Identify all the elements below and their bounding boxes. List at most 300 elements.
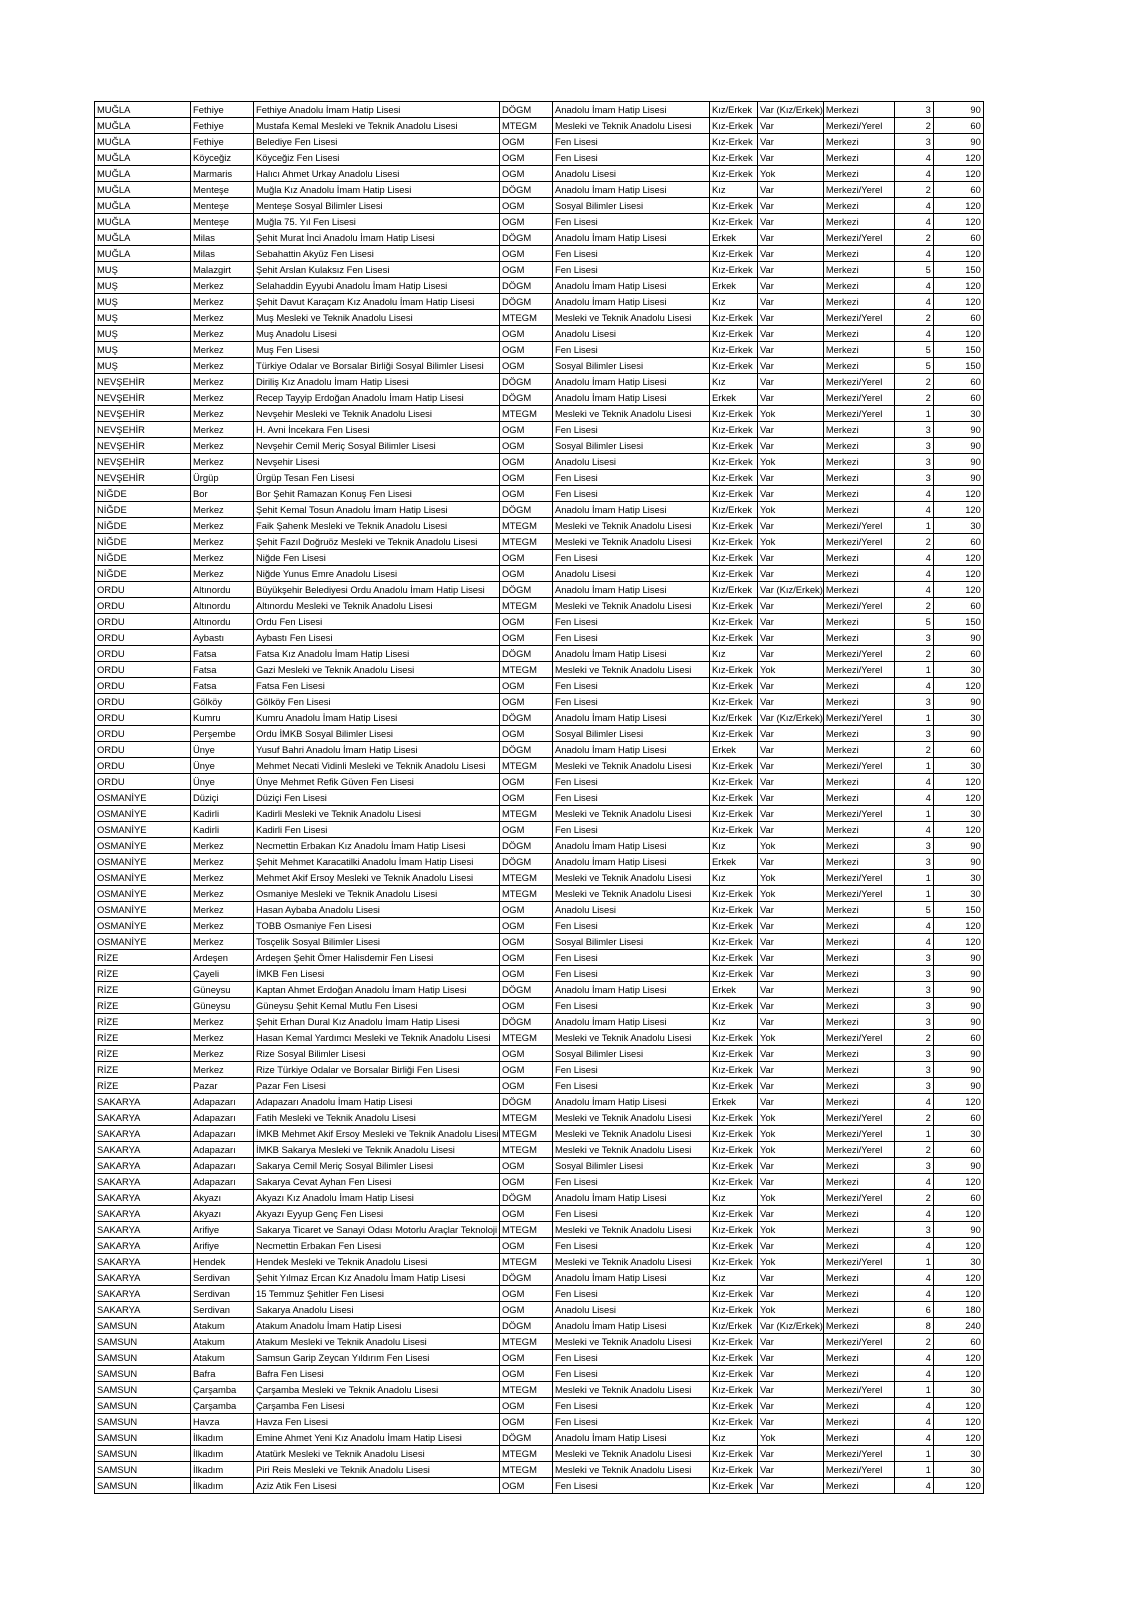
district-cell: Ürgüp	[191, 470, 254, 486]
gender-cell: Kız-Erkek	[710, 1398, 758, 1414]
directorate-cell: MTEGM	[500, 1382, 553, 1398]
district-cell: Marmaris	[191, 166, 254, 182]
quota-cell: 120	[933, 566, 983, 582]
school-name-cell: Samsun Garip Zeycan Yıldırım Fen Lisesi	[254, 1350, 500, 1366]
table-row	[95, 870, 984, 886]
dormitory-cell: Var	[758, 1478, 824, 1494]
table-row	[95, 134, 984, 150]
province-cell: MUĞLA	[95, 102, 191, 118]
gender-cell: Kız-Erkek	[710, 1446, 758, 1462]
school-type-cell: Fen Lisesi	[553, 1366, 710, 1382]
dormitory-cell: Var	[758, 182, 824, 198]
gender-cell: Kız-Erkek	[710, 198, 758, 214]
province-cell: MUŞ	[95, 278, 191, 294]
school-name-cell: Hasan Aybaba Anadolu Lisesi	[254, 902, 500, 918]
gender-cell: Kız-Erkek	[710, 422, 758, 438]
placement-type-cell: Merkezi	[823, 1414, 894, 1430]
school-name-cell: Emine Ahmet Yeni Kız Anadolu İmam Hatip Lisesi	[254, 1430, 500, 1446]
quota-cell: 90	[933, 726, 983, 742]
province-cell: OSMANİYE	[95, 822, 191, 838]
class-count-cell: 3	[894, 1046, 933, 1062]
school-type-cell: Mesleki ve Teknik Anadolu Lisesi	[553, 1254, 710, 1270]
placement-type-cell: Merkezi/Yerel	[823, 806, 894, 822]
dormitory-cell: Var	[758, 934, 824, 950]
placement-type-cell: Merkezi	[823, 742, 894, 758]
school-type-cell: Anadolu İmam Hatip Lisesi	[553, 390, 710, 406]
placement-type-cell: Merkezi	[823, 422, 894, 438]
district-cell: Ardeşen	[191, 950, 254, 966]
table-row	[95, 502, 984, 518]
quota-cell: 90	[933, 454, 983, 470]
table-row	[95, 1238, 984, 1254]
directorate-cell: OGM	[500, 326, 553, 342]
table-row	[95, 726, 984, 742]
gender-cell: Kız	[710, 1014, 758, 1030]
class-count-cell: 2	[894, 118, 933, 134]
quota-cell: 120	[933, 326, 983, 342]
placement-type-cell: Merkezi/Yerel	[823, 518, 894, 534]
placement-type-cell: Merkezi/Yerel	[823, 374, 894, 390]
school-name-cell: Ürgüp Tesan Fen Lisesi	[254, 470, 500, 486]
placement-type-cell: Merkezi	[823, 1430, 894, 1446]
district-cell: Çayeli	[191, 966, 254, 982]
gender-cell: Kız-Erkek	[710, 1254, 758, 1270]
school-type-cell: Fen Lisesi	[553, 150, 710, 166]
gender-cell: Kız-Erkek	[710, 342, 758, 358]
class-count-cell: 5	[894, 262, 933, 278]
class-count-cell: 3	[894, 998, 933, 1014]
gender-cell: Kız-Erkek	[710, 1126, 758, 1142]
table-row	[95, 534, 984, 550]
directorate-cell: OGM	[500, 454, 553, 470]
gender-cell: Kız/Erkek	[710, 582, 758, 598]
class-count-cell: 2	[894, 646, 933, 662]
quota-cell: 30	[933, 1126, 983, 1142]
school-name-cell: Şehit Mehmet Karacatilki Anadolu İmam Hatip Lisesi	[254, 854, 500, 870]
placement-type-cell: Merkezi	[823, 358, 894, 374]
class-count-cell: 3	[894, 694, 933, 710]
school-name-cell: Altınordu Mesleki ve Teknik Anadolu Lisesi	[254, 598, 500, 614]
table-row	[95, 406, 984, 422]
placement-type-cell: Merkezi/Yerel	[823, 406, 894, 422]
gender-cell: Kız-Erkek	[710, 1238, 758, 1254]
school-name-cell: Fatsa Kız Anadolu İmam Hatip Lisesi	[254, 646, 500, 662]
class-count-cell: 4	[894, 166, 933, 182]
dormitory-cell: Var	[758, 310, 824, 326]
table-row	[95, 326, 984, 342]
province-cell: SAKARYA	[95, 1286, 191, 1302]
province-cell: NEVŞEHİR	[95, 406, 191, 422]
placement-type-cell: Merkezi	[823, 1350, 894, 1366]
school-name-cell: İMKB Fen Lisesi	[254, 966, 500, 982]
district-cell: Merkez	[191, 374, 254, 390]
placement-type-cell: Merkezi	[823, 150, 894, 166]
district-cell: Hendek	[191, 1254, 254, 1270]
table-row	[95, 982, 984, 998]
province-cell: MUĞLA	[95, 134, 191, 150]
school-name-cell: Sakarya Ticaret ve Sanayi Odası Motorlu Araçlar Teknoloji	[254, 1222, 500, 1238]
class-count-cell: 2	[894, 230, 933, 246]
school-name-cell: Tosçelik Sosyal Bilimler Lisesi	[254, 934, 500, 950]
district-cell: Merkez	[191, 1014, 254, 1030]
class-count-cell: 2	[894, 1030, 933, 1046]
district-cell: Merkez	[191, 854, 254, 870]
province-cell: SAKARYA	[95, 1302, 191, 1318]
province-cell: SAKARYA	[95, 1206, 191, 1222]
class-count-cell: 3	[894, 1014, 933, 1030]
school-name-cell: Pazar Fen Lisesi	[254, 1078, 500, 1094]
school-name-cell: Fatsa Fen Lisesi	[254, 678, 500, 694]
school-type-cell: Anadolu İmam Hatip Lisesi	[553, 710, 710, 726]
table-row	[95, 1030, 984, 1046]
directorate-cell: MTEGM	[500, 1110, 553, 1126]
dormitory-cell: Var	[758, 1270, 824, 1286]
directorate-cell: MTEGM	[500, 118, 553, 134]
quota-cell: 90	[933, 134, 983, 150]
school-type-cell: Anadolu İmam Hatip Lisesi	[553, 1430, 710, 1446]
province-cell: NİĞDE	[95, 486, 191, 502]
gender-cell: Kız-Erkek	[710, 1030, 758, 1046]
gender-cell: Kız	[710, 1430, 758, 1446]
province-cell: NİĞDE	[95, 518, 191, 534]
district-cell: Akyazı	[191, 1206, 254, 1222]
table-row	[95, 198, 984, 214]
dormitory-cell: Var	[758, 966, 824, 982]
dormitory-cell: Var	[758, 550, 824, 566]
school-name-cell: Sakarya Cevat Ayhan Fen Lisesi	[254, 1174, 500, 1190]
class-count-cell: 4	[894, 582, 933, 598]
quota-cell: 90	[933, 1222, 983, 1238]
table-row	[95, 774, 984, 790]
district-cell: Merkez	[191, 902, 254, 918]
school-name-cell: Sebahattin Akyüz Fen Lisesi	[254, 246, 500, 262]
placement-type-cell: Merkezi	[823, 918, 894, 934]
placement-type-cell: Merkezi	[823, 566, 894, 582]
school-type-cell: Anadolu İmam Hatip Lisesi	[553, 742, 710, 758]
school-name-cell: TOBB Osmaniye Fen Lisesi	[254, 918, 500, 934]
class-count-cell: 3	[894, 950, 933, 966]
class-count-cell: 3	[894, 470, 933, 486]
school-type-cell: Fen Lisesi	[553, 822, 710, 838]
dormitory-cell: Yok	[758, 1430, 824, 1446]
dormitory-cell: Var	[758, 1366, 824, 1382]
placement-type-cell: Merkezi	[823, 582, 894, 598]
school-name-cell: Halıcı Ahmet Urkay Anadolu Lisesi	[254, 166, 500, 182]
school-name-cell: Aziz Atik Fen Lisesi	[254, 1478, 500, 1494]
quota-cell: 120	[933, 278, 983, 294]
directorate-cell: OGM	[500, 198, 553, 214]
class-count-cell: 4	[894, 1430, 933, 1446]
placement-type-cell: Merkezi	[823, 198, 894, 214]
dormitory-cell: Yok	[758, 662, 824, 678]
directorate-cell: DÖGM	[500, 838, 553, 854]
directorate-cell: DÖGM	[500, 1094, 553, 1110]
directorate-cell: MTEGM	[500, 534, 553, 550]
gender-cell: Kız-Erkek	[710, 998, 758, 1014]
directorate-cell: OGM	[500, 214, 553, 230]
gender-cell: Kız-Erkek	[710, 886, 758, 902]
class-count-cell: 2	[894, 390, 933, 406]
province-cell: MUĞLA	[95, 230, 191, 246]
directorate-cell: OGM	[500, 150, 553, 166]
province-cell: NEVŞEHİR	[95, 470, 191, 486]
class-count-cell: 4	[894, 678, 933, 694]
dormitory-cell: Yok	[758, 870, 824, 886]
dormitory-cell: Var	[758, 678, 824, 694]
table-row	[95, 118, 984, 134]
school-type-cell: Mesleki ve Teknik Anadolu Lisesi	[553, 534, 710, 550]
quota-cell: 90	[933, 1046, 983, 1062]
table-row	[95, 854, 984, 870]
class-count-cell: 3	[894, 838, 933, 854]
dormitory-cell: Var	[758, 598, 824, 614]
school-name-cell: Büyükşehir Belediyesi Ordu Anadolu İmam Hatip Lisesi	[254, 582, 500, 598]
table-row	[95, 902, 984, 918]
district-cell: Akyazı	[191, 1190, 254, 1206]
class-count-cell: 4	[894, 214, 933, 230]
quota-cell: 60	[933, 742, 983, 758]
table-row	[95, 422, 984, 438]
province-cell: ORDU	[95, 694, 191, 710]
directorate-cell: OGM	[500, 422, 553, 438]
district-cell: Arifiye	[191, 1222, 254, 1238]
class-count-cell: 1	[894, 758, 933, 774]
placement-type-cell: Merkezi/Yerel	[823, 662, 894, 678]
district-cell: Fethiye	[191, 134, 254, 150]
school-type-cell: Anadolu İmam Hatip Lisesi	[553, 982, 710, 998]
directorate-cell: DÖGM	[500, 182, 553, 198]
school-type-cell: Mesleki ve Teknik Anadolu Lisesi	[553, 118, 710, 134]
gender-cell: Erkek	[710, 230, 758, 246]
class-count-cell: 1	[894, 1254, 933, 1270]
table-row	[95, 1254, 984, 1270]
province-cell: NİĞDE	[95, 566, 191, 582]
placement-type-cell: Merkezi/Yerel	[823, 390, 894, 406]
province-cell: OSMANİYE	[95, 838, 191, 854]
province-cell: ORDU	[95, 774, 191, 790]
gender-cell: Kız-Erkek	[710, 310, 758, 326]
table-row	[95, 1286, 984, 1302]
table-row	[95, 678, 984, 694]
school-type-cell: Fen Lisesi	[553, 1398, 710, 1414]
class-count-cell: 4	[894, 1094, 933, 1110]
directorate-cell: OGM	[500, 678, 553, 694]
class-count-cell: 4	[894, 918, 933, 934]
table-row	[95, 1270, 984, 1286]
school-name-cell: Çarşamba Fen Lisesi	[254, 1398, 500, 1414]
class-count-cell: 6	[894, 1302, 933, 1318]
district-cell: Altınordu	[191, 582, 254, 598]
quota-cell: 60	[933, 1110, 983, 1126]
dormitory-cell: Yok	[758, 838, 824, 854]
placement-type-cell: Merkezi/Yerel	[823, 1382, 894, 1398]
placement-type-cell: Merkezi	[823, 1270, 894, 1286]
school-name-cell: Selahaddin Eyyubi Anadolu İmam Hatip Lisesi	[254, 278, 500, 294]
class-count-cell: 3	[894, 966, 933, 982]
placement-type-cell: Merkezi	[823, 854, 894, 870]
table-row	[95, 822, 984, 838]
district-cell: Ünye	[191, 742, 254, 758]
province-cell: ORDU	[95, 582, 191, 598]
quota-cell: 60	[933, 1190, 983, 1206]
table-row	[95, 1222, 984, 1238]
school-type-cell: Mesleki ve Teknik Anadolu Lisesi	[553, 1142, 710, 1158]
school-name-cell: 15 Temmuz Şehitler Fen Lisesi	[254, 1286, 500, 1302]
province-cell: SAMSUN	[95, 1430, 191, 1446]
province-cell: MUĞLA	[95, 166, 191, 182]
district-cell: Merkez	[191, 342, 254, 358]
table-row	[95, 1302, 984, 1318]
class-count-cell: 3	[894, 134, 933, 150]
directorate-cell: MTEGM	[500, 870, 553, 886]
class-count-cell: 2	[894, 374, 933, 390]
province-cell: MUĞLA	[95, 118, 191, 134]
gender-cell: Kız/Erkek	[710, 1318, 758, 1334]
quota-cell: 60	[933, 646, 983, 662]
district-cell: Merkez	[191, 566, 254, 582]
district-cell: İlkadım	[191, 1446, 254, 1462]
quota-cell: 60	[933, 118, 983, 134]
directorate-cell: OGM	[500, 486, 553, 502]
placement-type-cell: Merkezi	[823, 1222, 894, 1238]
district-cell: Merkez	[191, 870, 254, 886]
placement-type-cell: Merkezi/Yerel	[823, 534, 894, 550]
class-count-cell: 1	[894, 886, 933, 902]
quota-cell: 60	[933, 182, 983, 198]
province-cell: SAMSUN	[95, 1462, 191, 1478]
table-row	[95, 662, 984, 678]
district-cell: Fethiye	[191, 118, 254, 134]
class-count-cell: 1	[894, 406, 933, 422]
placement-type-cell: Merkezi/Yerel	[823, 1190, 894, 1206]
table-row	[95, 1174, 984, 1190]
gender-cell: Kız-Erkek	[710, 1222, 758, 1238]
gender-cell: Kız-Erkek	[710, 534, 758, 550]
quota-cell: 90	[933, 966, 983, 982]
province-cell: NEVŞEHİR	[95, 454, 191, 470]
directorate-cell: OGM	[500, 1366, 553, 1382]
gender-cell: Kız-Erkek	[710, 614, 758, 630]
dormitory-cell: Var	[758, 422, 824, 438]
quota-cell: 120	[933, 1206, 983, 1222]
table-row	[95, 550, 984, 566]
directorate-cell: OGM	[500, 166, 553, 182]
directorate-cell: OGM	[500, 470, 553, 486]
quota-cell: 150	[933, 262, 983, 278]
dormitory-cell: Var	[758, 150, 824, 166]
district-cell: Fatsa	[191, 678, 254, 694]
district-cell: Merkez	[191, 422, 254, 438]
dormitory-cell: Var	[758, 822, 824, 838]
gender-cell: Kız-Erkek	[710, 470, 758, 486]
class-count-cell: 4	[894, 1366, 933, 1382]
province-cell: NEVŞEHİR	[95, 390, 191, 406]
table-row	[95, 374, 984, 390]
dormitory-cell: Yok	[758, 1030, 824, 1046]
placement-type-cell: Merkezi	[823, 998, 894, 1014]
district-cell: Merkez	[191, 886, 254, 902]
province-cell: ORDU	[95, 742, 191, 758]
table-row	[95, 1158, 984, 1174]
dormitory-cell: Var	[758, 198, 824, 214]
district-cell: İlkadım	[191, 1462, 254, 1478]
directorate-cell: DÖGM	[500, 102, 553, 118]
province-cell: SAMSUN	[95, 1446, 191, 1462]
class-count-cell: 3	[894, 422, 933, 438]
class-count-cell: 5	[894, 358, 933, 374]
dormitory-cell: Var	[758, 854, 824, 870]
placement-type-cell: Merkezi/Yerel	[823, 310, 894, 326]
province-cell: NİĞDE	[95, 550, 191, 566]
dormitory-cell: Var	[758, 630, 824, 646]
placement-type-cell: Merkezi	[823, 470, 894, 486]
placement-type-cell: Merkezi	[823, 950, 894, 966]
table-row	[95, 150, 984, 166]
school-type-cell: Fen Lisesi	[553, 1174, 710, 1190]
dormitory-cell: Var	[758, 118, 824, 134]
school-type-cell: Mesleki ve Teknik Anadolu Lisesi	[553, 406, 710, 422]
table-row	[95, 214, 984, 230]
quota-cell: 120	[933, 1238, 983, 1254]
school-name-cell: Şehit Fazıl Doğruöz Mesleki ve Teknik Anadolu Lisesi	[254, 534, 500, 550]
directorate-cell: DÖGM	[500, 1270, 553, 1286]
directorate-cell: DÖGM	[500, 390, 553, 406]
class-count-cell: 1	[894, 518, 933, 534]
school-type-cell: Anadolu İmam Hatip Lisesi	[553, 1094, 710, 1110]
class-count-cell: 4	[894, 198, 933, 214]
school-type-cell: Fen Lisesi	[553, 1478, 710, 1494]
placement-type-cell: Merkezi/Yerel	[823, 1110, 894, 1126]
table-row	[95, 966, 984, 982]
gender-cell: Kız-Erkek	[710, 1334, 758, 1350]
table-row	[95, 486, 984, 502]
placement-type-cell: Merkezi	[823, 614, 894, 630]
dormitory-cell: Var	[758, 1350, 824, 1366]
school-type-cell: Anadolu İmam Hatip Lisesi	[553, 646, 710, 662]
school-type-cell: Fen Lisesi	[553, 1350, 710, 1366]
province-cell: SAKARYA	[95, 1222, 191, 1238]
school-type-cell: Fen Lisesi	[553, 1414, 710, 1430]
table-row	[95, 918, 984, 934]
dormitory-cell: Var	[758, 1462, 824, 1478]
directorate-cell: DÖGM	[500, 582, 553, 598]
placement-type-cell: Merkezi	[823, 790, 894, 806]
school-type-cell: Fen Lisesi	[553, 214, 710, 230]
class-count-cell: 3	[894, 630, 933, 646]
table-row	[95, 1014, 984, 1030]
school-name-cell: Atakum Mesleki ve Teknik Anadolu Lisesi	[254, 1334, 500, 1350]
directorate-cell: OGM	[500, 1238, 553, 1254]
placement-type-cell: Merkezi	[823, 1318, 894, 1334]
province-cell: NİĞDE	[95, 502, 191, 518]
class-count-cell: 8	[894, 1318, 933, 1334]
school-type-cell: Mesleki ve Teknik Anadolu Lisesi	[553, 1446, 710, 1462]
school-name-cell: Akyazı Kız Anadolu İmam Hatip Lisesi	[254, 1190, 500, 1206]
dormitory-cell: Yok	[758, 1254, 824, 1270]
table-row	[95, 742, 984, 758]
placement-type-cell: Merkezi	[823, 294, 894, 310]
school-name-cell: Nevşehir Mesleki ve Teknik Anadolu Lisesi	[254, 406, 500, 422]
placement-type-cell: Merkezi	[823, 966, 894, 982]
directorate-cell: MTEGM	[500, 662, 553, 678]
table-row	[95, 1062, 984, 1078]
class-count-cell: 1	[894, 1126, 933, 1142]
directorate-cell: OGM	[500, 902, 553, 918]
school-name-cell: Necmettin Erbakan Fen Lisesi	[254, 1238, 500, 1254]
gender-cell: Erkek	[710, 854, 758, 870]
quota-cell: 60	[933, 1334, 983, 1350]
dormitory-cell: Yok	[758, 1302, 824, 1318]
